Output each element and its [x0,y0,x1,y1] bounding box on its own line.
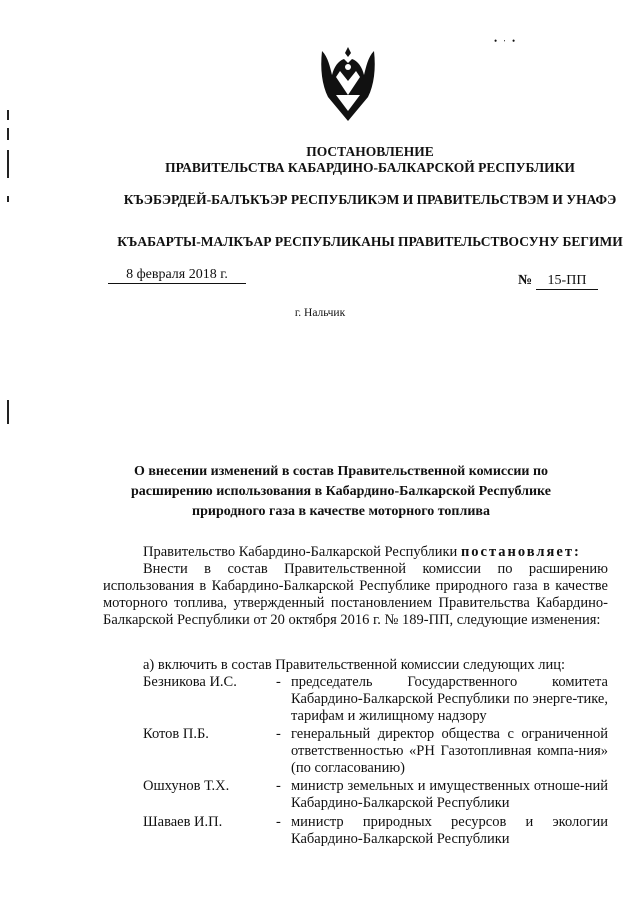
header-title: ПОСТАНОВЛЕНИЕ [306,144,434,159]
number-label: № [518,273,533,288]
header-government: ПРАВИТЕЛЬСТВА КАБАРДИНО-БАЛКАРСКОЙ РЕСПУБЛИКИ [165,160,575,175]
member-dash: - [276,674,281,690]
document-subject: О внесении изменений в состав Правительственной комиссии по расширению использования в Кабардино-Балкарской Республике природного газа в качестве моторного топлива [131,464,551,519]
member-role: председатель Государственного комитета Кабардино-Балкарской Республики по энерге-тике, тарифам и жилищному надзору [291,674,608,724]
member-name: Безникова И.С. [143,674,237,690]
city: г. Нальчик [294,307,346,319]
intro-text: Правительство Кабардино-Балкарской Республики [143,544,458,560]
coat-of-arms-emblem [318,45,378,123]
member-dash: - [276,814,281,830]
member-dash: - [276,726,281,742]
member-role: генеральный директор общества с ограниченной ответственностью «РН Газотопливная компа-ния» (по согласованию) [291,726,608,776]
member-name: Шаваев И.П. [143,814,223,830]
header-kabardian: КЪЭБЭРДЕЙ-БАЛЪКЪЭР РЕСПУБЛИКЭМ И ПРАВИТЕЛЬСТВЭМ И УНАФЭ [123,192,617,207]
body-paragraph: Внести в состав Правительственной комиссии по расширению использования в Кабардино-Балкарской Республике природного газа в качестве моторного топлива, утвержденный постановлением Правительства Кабардино-Балкарской Республики от 20 октября 2016 г. № 189-ПП, следующие изменения: [103,561,608,628]
member-name: Котов П.Б. [143,726,209,742]
member-name: Ошхунов Т.Х. [143,778,230,794]
member-dash: - [276,778,281,794]
header-balkar: КЪАБАРТЫ-МАЛКЪАР РЕСПУБЛИКАНЫ ПРАВИТЕЛЬСТВОСУНУ БЕГИМИ [117,234,623,249]
scan-specks: •‧• [494,36,522,46]
document-date: 8 февраля 2018 г. [108,266,246,284]
document-number: 15-ПП [536,273,598,290]
item-a: а) включить в состав Правительственной комиссии следующих лиц: [143,657,566,673]
intro-paragraph [103,544,608,561]
resolves-word: постановляет: [460,544,581,560]
member-role: министр земельных и имущественных отноше-ний Кабардино-Балкарской Республики [291,778,608,811]
member-role: министр природных ресурсов и экологии Кабардино-Балкарской Республики [291,814,608,847]
